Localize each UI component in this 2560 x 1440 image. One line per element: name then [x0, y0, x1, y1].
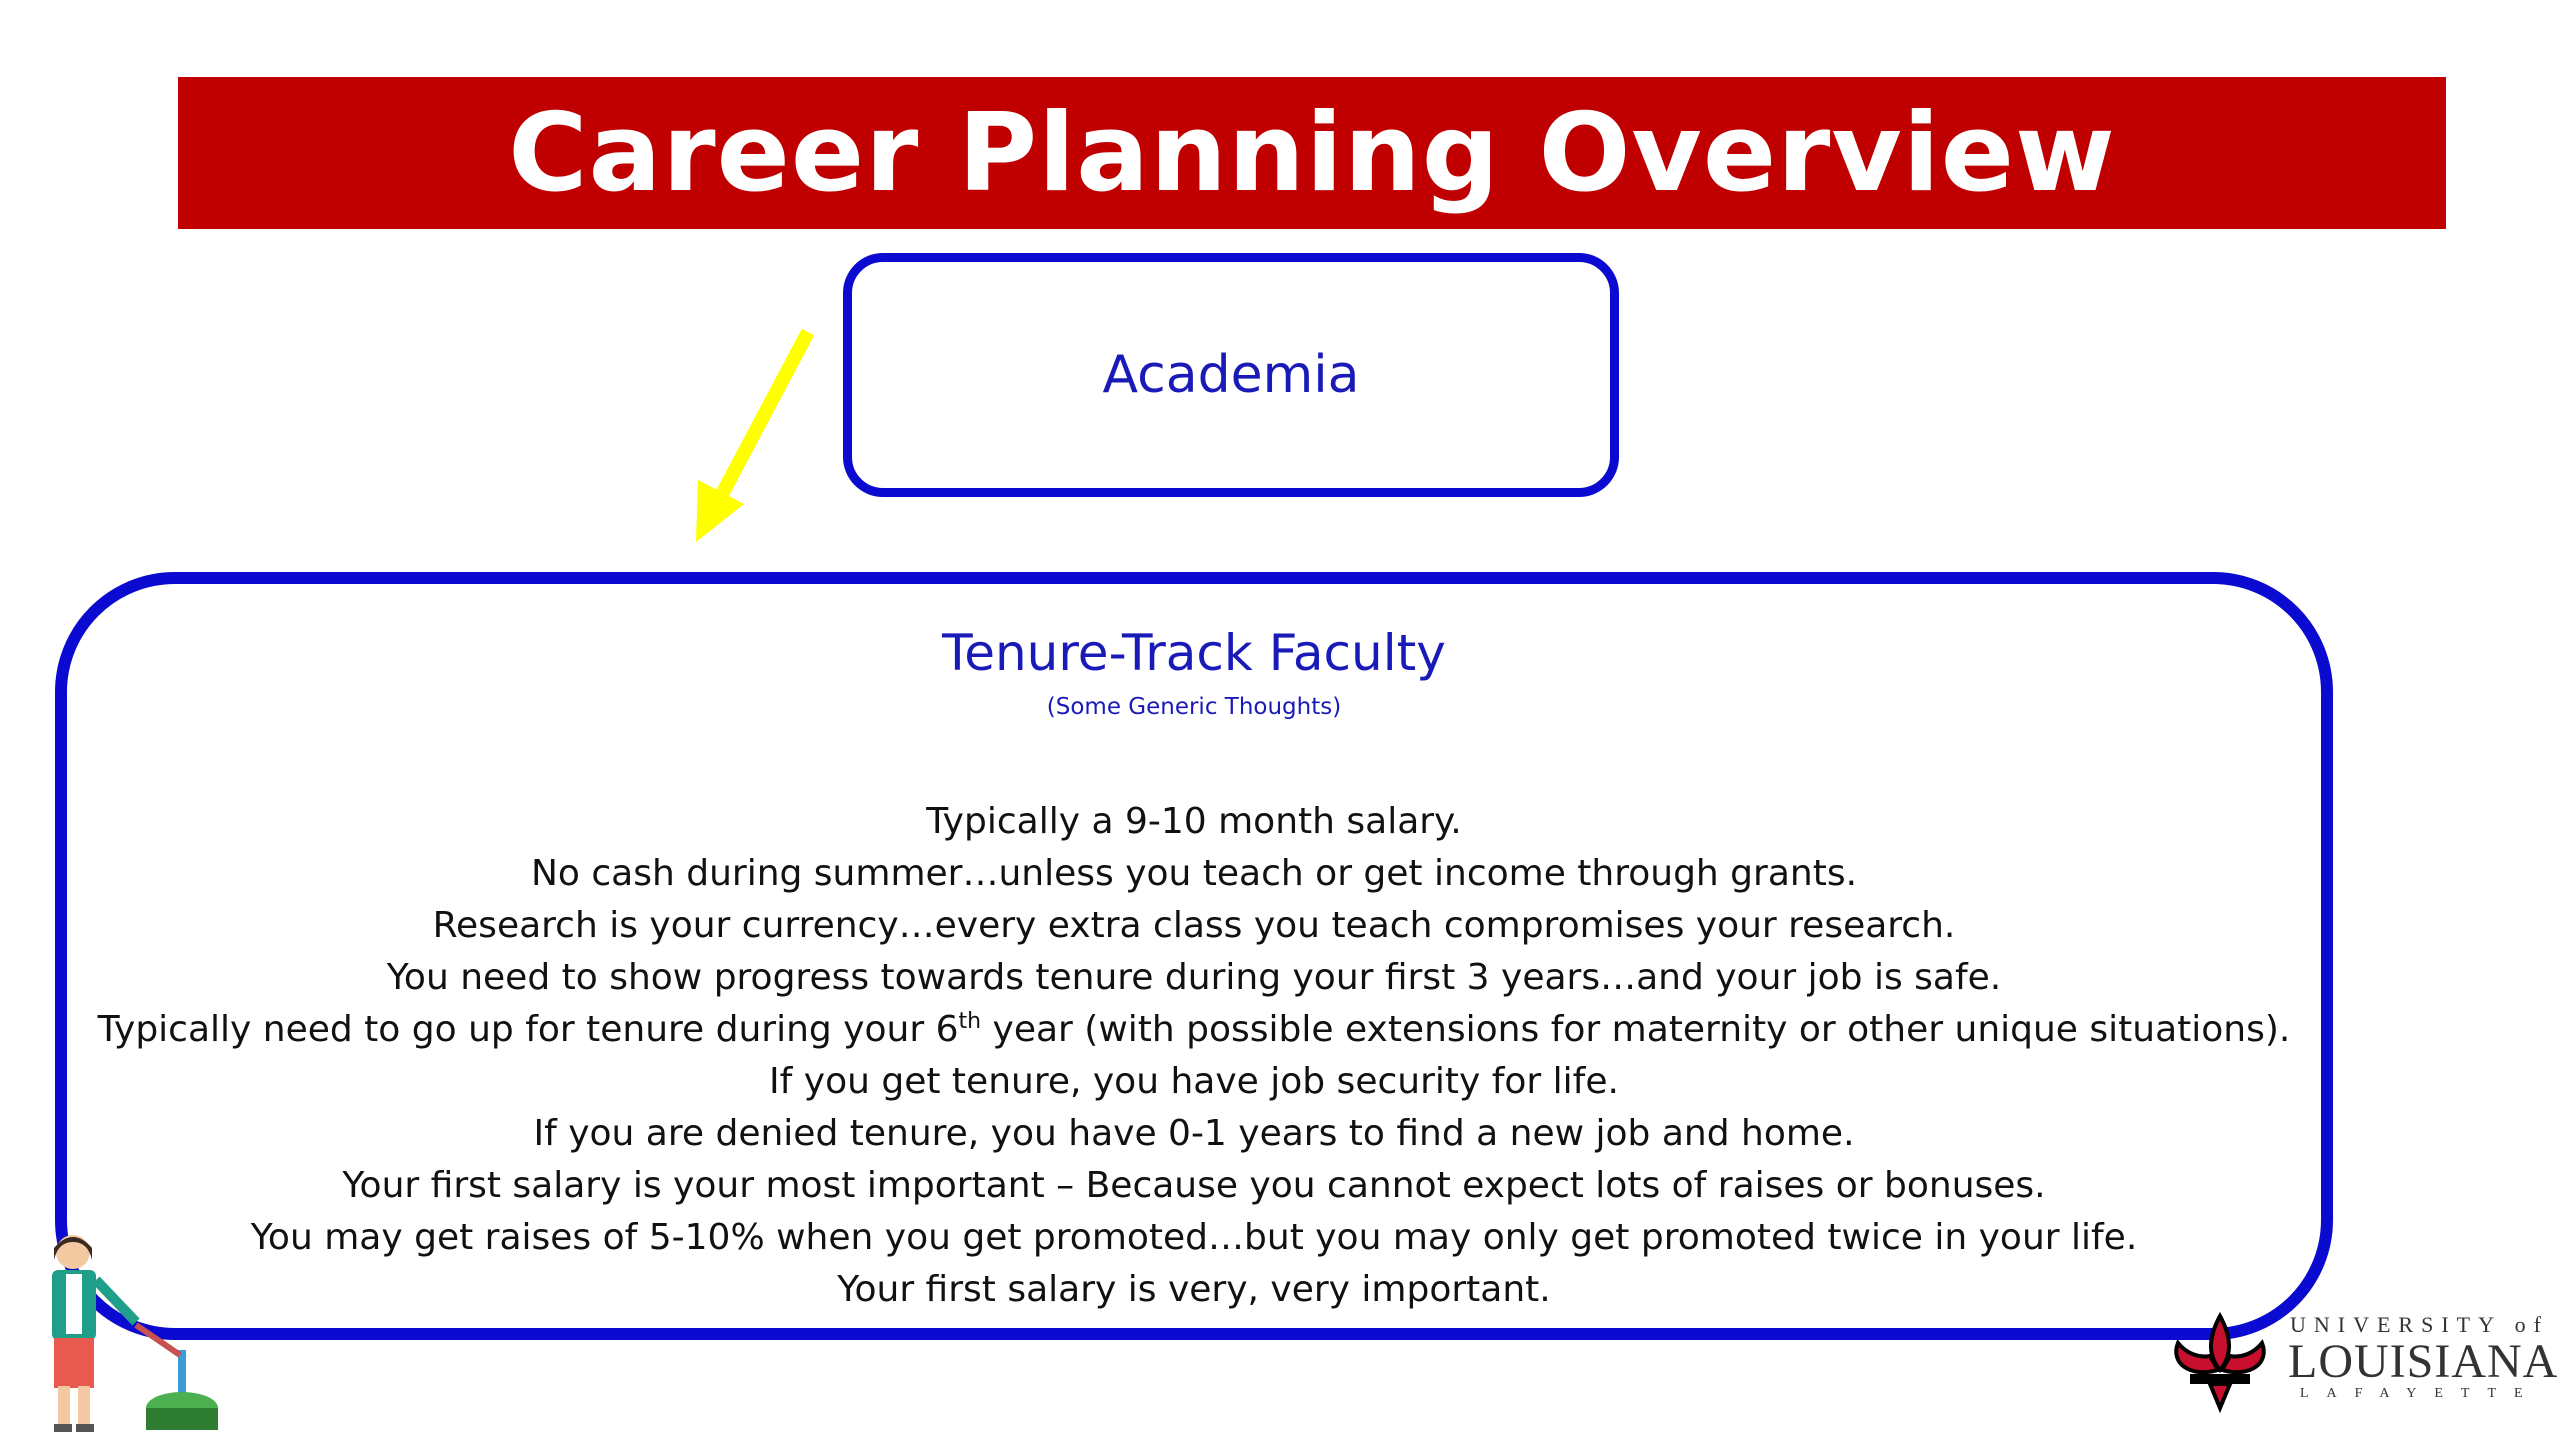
point-item: No cash during summer…unless you teach or get income through grants. — [530, 853, 1858, 894]
academia-label: Academia — [1102, 345, 1360, 405]
faculty-title: Tenure-Track Faculty — [942, 624, 1446, 682]
ordinal-superscript: th — [958, 1009, 982, 1034]
faculty-points-list — [67, 796, 2321, 1316]
point-item-superscript — [67, 1004, 2321, 1056]
logo-top-text: UNIVERSITY of — [2290, 1312, 2549, 1337]
academia-box — [843, 253, 1619, 497]
point-text-before: Typically need to go up for tenure during your 6 — [97, 1009, 959, 1050]
university-logo — [2160, 1300, 2559, 1420]
point-item: You need to show progress towards tenure during your first 3 years…and your job is safe. — [386, 957, 2002, 998]
point-item: Typically a 9-10 month salary. — [926, 801, 1462, 842]
point-item: You may get raises of 5-10% when you get promoted…but you may only get promoted twice in your life. — [250, 1217, 2138, 1258]
title-banner — [178, 77, 2446, 229]
logo-bottom-text: LAFAYETTE — [2300, 1386, 2541, 1401]
point-item: If you are denied tenure, you have 0-1 years to find a new job and home. — [533, 1113, 1855, 1154]
point-item: If you get tenure, you have job security for life. — [769, 1061, 1619, 1102]
logo-main-text: LOUISIANA — [2288, 1335, 2559, 1388]
point-item: Research is your currency…every extra class you teach compromises your research. — [432, 905, 1956, 946]
slide-title: Career Planning Overview — [508, 90, 2116, 216]
faculty-subtitle: (Some Generic Thoughts) — [1046, 694, 1342, 720]
tenure-track-faculty-box — [55, 572, 2333, 1340]
person-illustration-icon — [18, 1230, 228, 1435]
yellow-arrow-icon — [680, 320, 820, 550]
fleur-de-lis-icon — [2160, 1308, 2280, 1418]
point-text-after: year (with possible extensions for maternity or other unique situations). — [981, 1009, 2291, 1050]
point-item: Your first salary is very, very important. — [837, 1269, 1551, 1310]
point-item: Your first salary is your most important – Because you cannot expect lots of raises or bonuses. — [342, 1165, 2046, 1206]
